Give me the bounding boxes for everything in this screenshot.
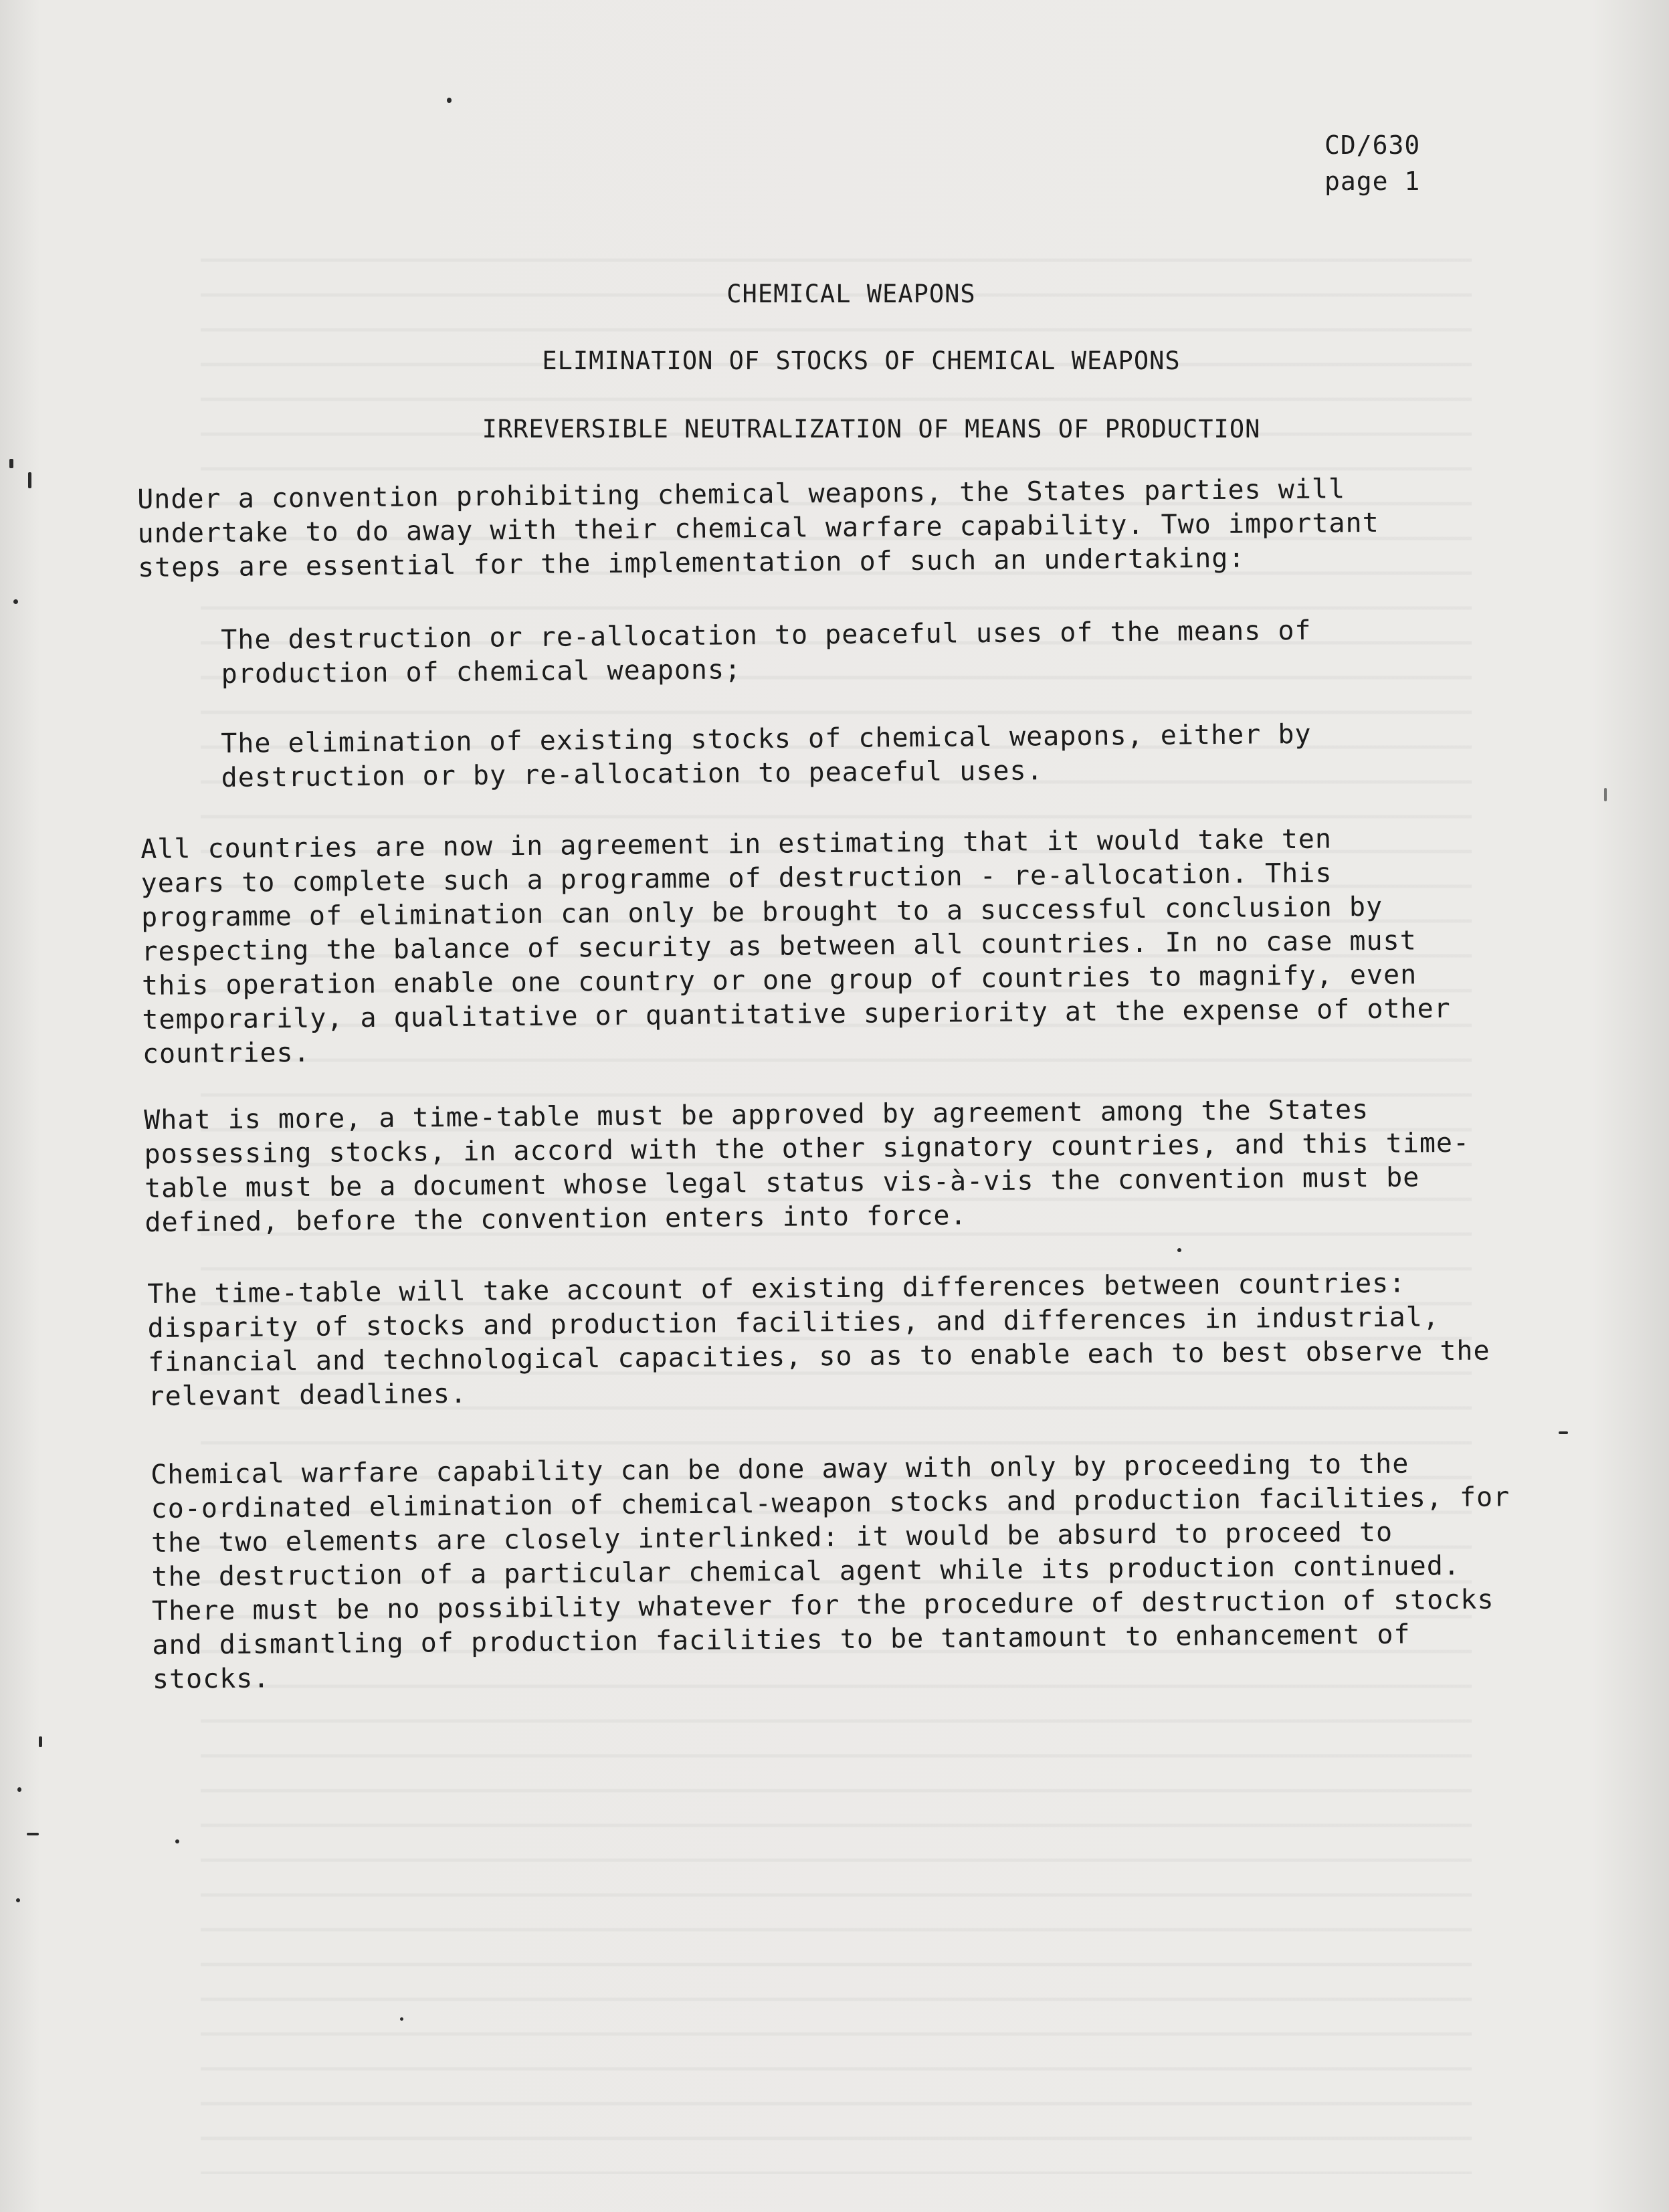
scan-speck	[16, 1898, 20, 1902]
title-chemical-weapons: CHEMICAL WEAPONS	[726, 280, 976, 308]
scan-speck	[17, 1787, 21, 1792]
document-symbol: CD/630	[1324, 130, 1421, 160]
paragraph-time-table: What is more, a time-table must be approved by agreement among the States possessing stocks, in accord with the other signatory countries, and this time- table must be a document whose legal status vis-à-vis the convention must be defined, before the convention enters into force.	[144, 1094, 1470, 1238]
scan-speck	[1559, 1431, 1568, 1434]
scan-speck	[9, 459, 13, 468]
paragraph-agreement: All countries are now in agreement in estimating that it would take ten years to complete such a programme of destruction - re-allocation. This programme of elimination can only be brought to a successful conclusion by respecting the balance of security as between all countries. In no case must this operation enable one country or one group of countries to magnify, even temporarily, a qualitative or quantitative superiority at the expense of other countries.	[140, 823, 1451, 1070]
scan-speck	[27, 1833, 39, 1835]
scan-speck	[1604, 788, 1607, 801]
scan-speck	[28, 472, 31, 488]
scan-speck	[447, 98, 452, 103]
scan-speck	[175, 1839, 179, 1843]
scan-speck	[13, 599, 18, 604]
paragraph-intro: Under a convention prohibiting chemical weapons, the States parties will undertake to do away with their chemical warfare capability. Two important steps are essential for the implementation of such an undertaking:	[137, 474, 1379, 583]
paragraph-differences: The time-table will take account of existing differences between countries: disparity of stocks and production facilities, and differences in industrial, financial and technological capacities, so as to enable each to best observe the relevant deadlines.	[147, 1268, 1490, 1412]
title-irreversible-neutralization: IRREVERSIBLE NEUTRALIZATION OF MEANS OF PRODUCTION	[482, 415, 1261, 443]
paragraph-coordinated-elimination: Chemical warfare capability can be done away with only by proceeding to the co-ordinated elimination of chemical-weapon stocks and production facilities, for the two elements are closely interlinked: it would be absurd to proceed to the destruction of a particular chemical agent while its production continued. There must be no possibility whatever for the procedure of destruction of stocks and dismantling of production facilities to be tantamount to enhancement of stocks.	[151, 1448, 1510, 1695]
document-reference	[1324, 127, 1420, 199]
title-elimination-of-stocks: ELIMINATION OF STOCKS OF CHEMICAL WEAPONS	[542, 346, 1181, 375]
scan-speck	[400, 2017, 403, 2021]
paragraph-step-elimination: The elimination of existing stocks of chemical weapons, either by destruction or by re-allocation to peaceful uses.	[221, 718, 1312, 793]
paragraph-step-destruction: The destruction or re-allocation to peaceful uses of the means of production of chemical weapons;	[221, 615, 1312, 690]
scan-speck	[39, 1736, 42, 1747]
page-number: page 1	[1324, 167, 1421, 196]
scan-speck	[1177, 1248, 1181, 1252]
